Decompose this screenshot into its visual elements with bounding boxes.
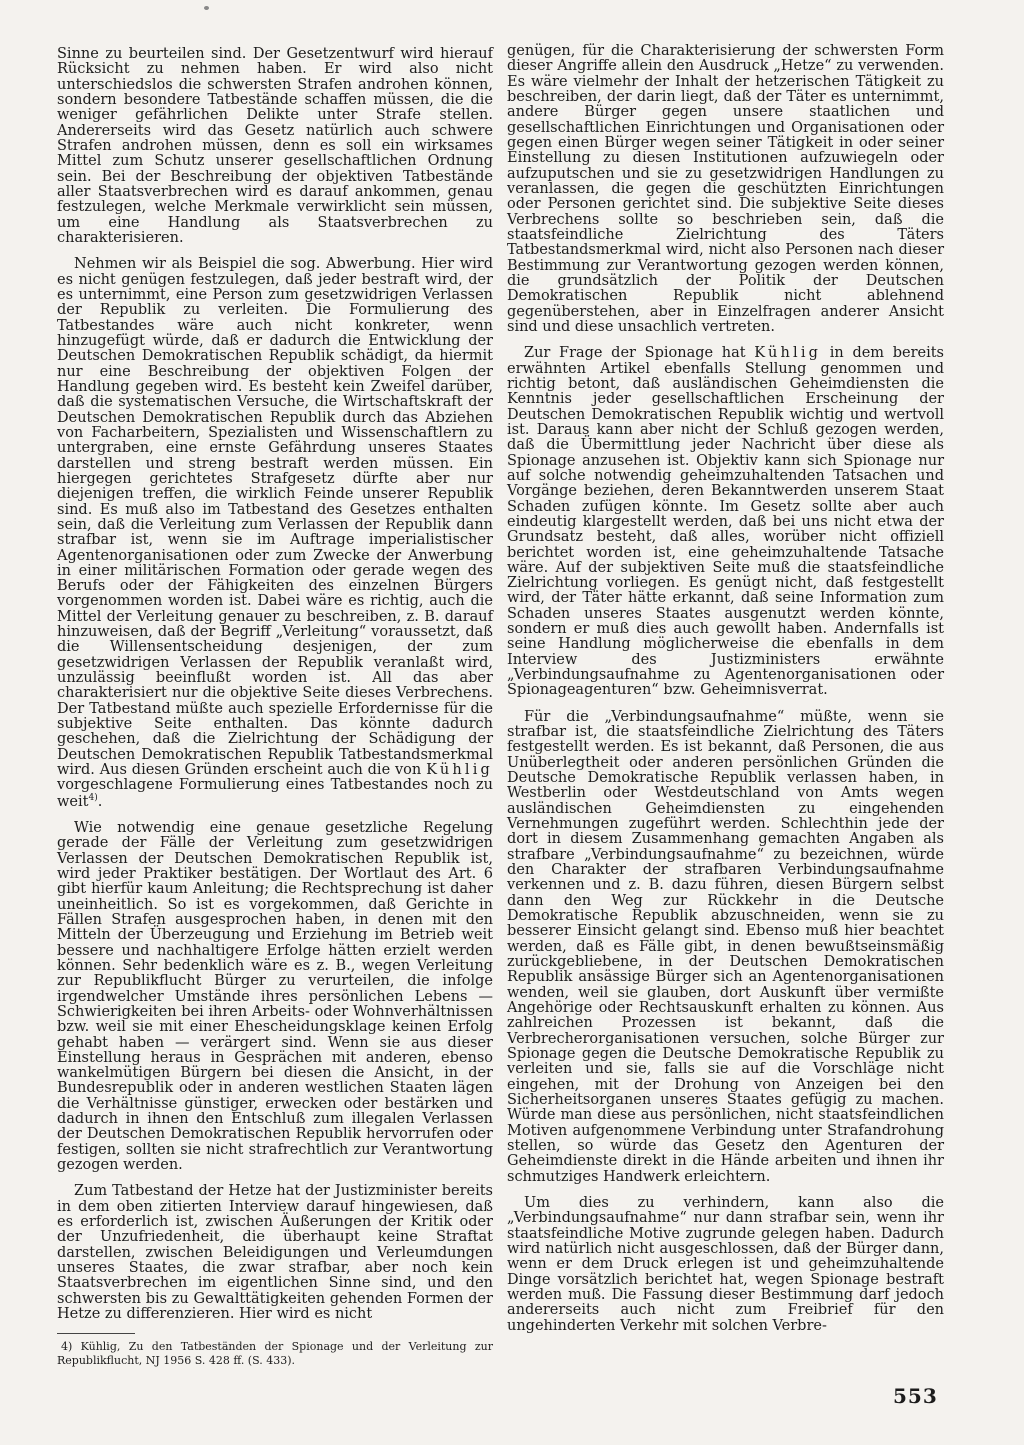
page-number: 553 (893, 1384, 938, 1408)
print-speck (204, 6, 209, 10)
paragraph: Wie notwendig eine genaue gesetzliche Regelung gerade der Fälle der Verleitung zum gesetzwidrigen Verlassen der Deutschen Demokratischen Republik ist, wird jeder Praktiker bestätigen. Der Wortlaut des Art. 6 gibt hierfür kaum Anleitung; die Rechtsprechung ist daher uneinheitlich. So ist es vorgekommen, daß Gerichte in Fällen Strafen ausgesprochen haben, in denen mit den Mitteln der Überzeugung und Erziehung im Betrieb weit bessere und nachhaltigere Erfolge hätten erzielt werden können. Sehr bedenklich wäre es z. B., wegen Verleitung zur Republikflucht Bürger zu verurteilen, die infolge irgendwelcher Umstände ihres persönlichen Lebens — Schwierigkeiten bei ihren Arbeits- oder Wohnverhältnissen bzw. weil sie mit einer Ehescheidungsklage keinen Erfolg gehabt haben — verärgert sind. Wenn sie aus dieser Einstellung heraus in Gesprächen mit anderen, ebenso wankelmütigen Bürgern bei diesen die Ansicht, in der Bundesrepublik oder in anderen westlichen Staaten lägen die Verhältnisse günstiger, erwecken oder bestärken und dadurch in ihnen den Entschluß zum illegalen Verlassen der Deutschen Demokratischen Republik hervorrufen oder festigen, sollten sie nicht strafrechtlich zur Verantwortung gezogen werden. (57, 819, 493, 1174)
right-column (507, 44, 944, 1334)
author-name: Kühlig (754, 345, 822, 362)
footnote: 4) Kühlig, Zu den Tatbeständen der Spionage und der Verleitung zur Republikflucht, NJ 1956 S. 428 ff. (S. 433). (57, 1340, 493, 1367)
footnote-reference: 4) (88, 792, 98, 803)
footnote-divider (57, 1333, 135, 1334)
paragraph: genügen, für die Charakterisierung der schwersten Form dieser Angriffe allein den Ausdruck „Hetze“ zu verwenden. Es wäre vielmehr der Inhalt der hetzerischen Tätigkeit zu beschreiben, der darin liegt, daß der Täter es unternimmt, andere Bürger gegen unsere staatlichen und gesellschaftlichen Einrichtungen und Organisationen oder gegen einen Bürger wegen seiner Tätigkeit in oder seiner Einstellung zu diesen Institutionen aufzuwiegeln oder aufzuputschen und sie zu gesetzwidrigen Handlungen zu veranlassen, die gegen die geschützten Einrichtungen oder Personen gerichtet sind. Die subjektive Seite dieses Verbrechens sollte so beschrieben sein, daß die staatsfeindliche Zielrichtung des Täters Tatbestandsmerkmal wird, nicht also Personen nach dieser Bestimmung zur Verantwortung gezogen werden können, die grundsätzlich der Politik der Deutschen Demokratischen Republik nicht ablehnend gegenüberstehen, aber in Einzelfragen anderer Ansicht sind und diese unsachlich vertreten. (507, 43, 944, 335)
paragraph: Sinne zu beurteilen sind. Der Gesetzentwurf wird hierauf Rücksicht zu nehmen haben. Er wird also nicht unterschiedslos die schwersten Strafen androhen können, sondern besondere Tatbestände schaffen müssen, die die weniger gefährlichen Delikte unter Strafe stellen. Andererseits wird das Gesetz natürlich auch schwere Strafen androhen müssen, denn es soll ein wirksames Mittel zum Schutz unserer gesellschaftlichen Ordnung sein. Bei der Beschreibung der objektiven Tatbestände aller Staatsverbrechen wird es darauf ankommen, genau festzulegen, welche Merkmale verwirklicht sein müssen, um eine Handlung als Staatsverbrechen zu charakterisieren. (57, 46, 493, 246)
paragraph: Für die „Verbindungsaufnahme“ müßte, wenn sie strafbar ist, die staatsfeindliche Zielrichtung des Täters festgestellt werden. Es ist bekannt, daß Personen, die aus Unüberlegtheit oder anderen persönlichen Gründen die Deutsche Demokratische Republik verlassen haben, in Westberlin oder Westdeutschland von Amts wegen ausländischen Geheimdiensten zu eingehenden Vernehmungen zugeführt werden. Schlechthin jede der dort in diesem Zusammenhang gemachten Angaben als strafbare „Verbindungsaufnahme“ zu bezeichnen, würde den Charakter der strafbaren Verbindungsaufnahme verkennen und z. B. dazu führen, diesen Bürgern selbst dann den Weg zur Rückkehr in die Deutsche Demokratische Republik abzuschneiden, wenn sie zu besserer Einsicht gelangt sind. Ebenso muß hier beachtet werden, daß es Fälle gibt, in denen bewußtseinsmäßig zurückgebliebene, in der Deutschen Demokratischen Republik ansässige Bürger sich an Agentenorganisationen wenden, weil sie glauben, dort Auskunft über vermißte Angehörige oder Rechtsauskunft erhalten zu können. Aus zahlreichen Prozessen ist bekannt, daß die Verbrecherorganisationen versuchen, solche Bürger zur Spionage gegen die Deutsche Demokratische Republik zu verleiten und sie, falls sie auf die Vorschläge nicht eingehen, mit der Drohung von Anzeigen bei den Sicherheitsorganen unseres Staates gefügig zu machen. Würde man diese aus persönlichen, nicht staatsfeindlichen Motiven aufgenommene Verbindung unter Strafandrohung stellen, so würde das Gesetz den Agenturen der Geheimdienste direkt in die Hände arbeiten und ihnen ihr schmutziges Handwerk erleichtern. (507, 708, 944, 1185)
left-column (57, 47, 493, 1367)
paragraph: Um dies zu verhindern, kann also die „Verbindungsaufnahme“ nur dann strafbar sein, wenn ihr staatsfeindliche Motive zugrunde gelegen haben. Dadurch wird natürlich nicht ausgeschlossen, daß der Bürger dann, wenn er dem Druck erlegen ist und geheimzuhaltende Dinge vorsätzlich berichtet hat, wegen Spionage bestraft werden muß. Die Fassung dieser Bestimmung darf jedoch andererseits auch nicht zum Freibrief für den ungehinderten Verkehr mit solchen Verbre- (507, 1194, 944, 1334)
paragraph-text: vorgeschlagene Formulierung eines Tatbestandes noch zu weit (57, 777, 493, 810)
paragraph (507, 346, 944, 699)
author-name: Kühlig (426, 762, 493, 779)
paragraph: Zum Tatbestand der Hetze hat der Justizminister bereits in dem oben zitierten Interview darauf hingewiesen, daß es erforderlich ist, zwischen Äußerungen der Kritik oder der Unzufriedenheit, die überhaupt keine Straftat darstellen, zwischen Beleidigungen und Verleumdungen unseres Staates, die zwar strafbar, aber noch kein Staatsverbrechen im eigentlichen Sinne sind, und den schwersten bis zu Gewalttätigkeiten gehenden Formen der Hetze zu differenzieren. Hier wird es nicht (57, 1183, 493, 1323)
paragraph: Nehmen wir als Beispiel die sog. Abwerbung. Hier wird es nicht genügen festzulegen, daß jeder bestraft wird, der es unternimmt, eine Person zum gesetzwidrigen Verlassen der Republik zu verleiten. Die Formulierung des Tatbestandes wäre auch nicht konkreter, wenn hinzugefügt würde, daß er dadurch die Entwicklung der Deutschen Demokratischen Republik schädigt, da hiermit nur eine Beschreibung der objektiven Folgen der Handlung gegeben wird. Es besteht kein Zweifel darüber, daß die systematischen Versuche, die Wirtschaftskraft der Deutschen Demokratischen Republik durch das Abziehen von Facharbeitern, Spezialisten und Wissenschaftlern zu untergraben, eine ernste Gefährdung unseres Staates darstellen und streng bestraft werden müssen. Ein hiergegen gerichtetes Strafgesetz dürfte aber nur diejenigen treffen, die wirklich Feinde unserer Republik sind. Es muß also im Tatbestand des Gesetzes enthalten sein, daß die Verleitung zum Verlassen der Republik dann strafbar ist, wenn sie im Auftrage imperialistischer Agentenorganisationen oder zum Zwecke der Anwerbung in einer militärischen Formation oder gerade wegen des Berufs oder der Fähigkeiten des einzelnen Bürgers vorgenommen worden ist. Dabei wäre es richtig, auch die Mittel der Verleitung genauer zu beschreiben, z. B. darauf hinzuweisen, daß der Begriff „Verleitung“ voraussetzt, daß die Willensentscheidung desjenigen, der zum gesetzwidrigen Verlassen der Republik veranlaßt wird, unzulässig beeinflußt worden ist. All das aber charakterisiert nur die objektive Seite dieses Verbrechens. Der Tatbestand müßte auch spezielle Erfordernisse für die subjektive Seite enthalten. Das könnte dadurch geschehen, daß die Zielrichtung der Schädigung der Deutschen Demokratischen Republik Tatbestandsmerkmal wird. Aus diesen Gründen erscheint auch die von Kühlig vorgeschlagene Formulierung eines Tatbestandes noch zu weit$^{4)}$. (57, 256, 493, 810)
paragraph-text: Zur Frage der Spionage hat (524, 345, 746, 362)
paragraph-text: in dem bereits erwähnten Artikel ebenfalls Stellung genommen und richtig betont, daß ausländischen Geheimdiensten die Kenntnis jeder gesellschaftlichen Erscheinung der Deutschen Demokratischen Republik wichtig und wertvoll ist. Daraus kann aber nicht der Schluß gezogen werden, daß die Übermittlung jeder Nachricht über diese als Spionage anzusehen ist. Objektiv kann sich Spionage nur auf solche notwendig geheimzuhaltenden Tatsachen und Vorgänge beziehen, deren Bekanntwerden unserem Staat Schaden zufügen könnte. Im Gesetz sollte aber auch eindeutig klargestellt werden, daß bei uns nicht etwa der Grundsatz besteht, daß alles, worüber nicht offiziell berichtet worden ist, eine geheimzuhaltende Tatsache wäre. Auf der subjektiven Seite muß die staatsfeindliche Zielrichtung vorliegen. Es genügt nicht, daß festgestellt wird, der Täter hätte erkannt, daß seine Information zum Schaden unseres Staates ausgenutzt werden könnte, sondern er muß dies auch gewollt haben. Andernfalls ist seine Handlung möglicherweise die ebenfalls in dem Interview des Justizministers erwähnte „Verbindungsaufnahme zu Agentenorganisationen oder Spionageagenturen“ bzw. Geheimnisverrat. (507, 345, 945, 699)
paragraph-text: Nehmen wir als Beispiel die sog. Abwerbung. Hier wird es nicht genügen festzulegen, daß jeder bestraft wird, der es unternimmt, eine Person zum gesetzwidrigen Verlassen der Republik zu verleiten. Die Formulierung des Tatbestandes wäre auch nicht konkreter, wenn hinzugefügt würde, daß er dadurch die Entwicklung der Deutschen Demokratischen Republik schädigt, da hiermit nur eine Beschreibung der objektiven Folgen der Handlung gegeben wird. Es besteht kein Zweifel darüber, daß die systematischen Versuche, die Wirtschaftskraft der Deutschen Demokratischen Republik durch das Abziehen von Facharbeitern, Spezialisten und Wissenschaftlern zu untergraben, eine ernste Gefährdung unseres Staates darstellen und streng bestraft werden müssen. Ein hiergegen gerichtetes Strafgesetz dürfte aber nur diejenigen treffen, die wirklich Feinde unserer Republik sind. Es muß also im Tatbestand des Gesetzes enthalten sein, daß die Verleitung zum Verlassen der Republik dann strafbar ist, wenn sie im Auftrage imperialistischer Agentenorganisationen oder zum Zwecke der Anwerbung in einer militärischen Formation oder gerade wegen des Berufs oder der Fähigkeiten des einzelnen Bürgers vorgenommen worden ist. Dabei wäre es richtig, auch die Mittel der Verleitung genauer zu beschreiben, z. B. darauf hinzuweisen, daß der Begriff „Verleitung“ voraussetzt, daß die Willensentscheidung desjenigen, der zum gesetzwidrigen Verlassen der Republik veranlaßt wird, unzulässig beeinflußt worden ist. All das aber charakterisiert nur die objektive Seite dieses Verbrechens. Der Tatbestand müßte auch spezielle Erfordernisse für die subjektive Seite enthalten. Das könnte dadurch geschehen, daß die Zielrichtung der Schädigung der Deutschen Demokratischen Republik Tatbestandsmerkmal wird. Aus diesen Gründen erscheint auch die von (57, 256, 493, 779)
